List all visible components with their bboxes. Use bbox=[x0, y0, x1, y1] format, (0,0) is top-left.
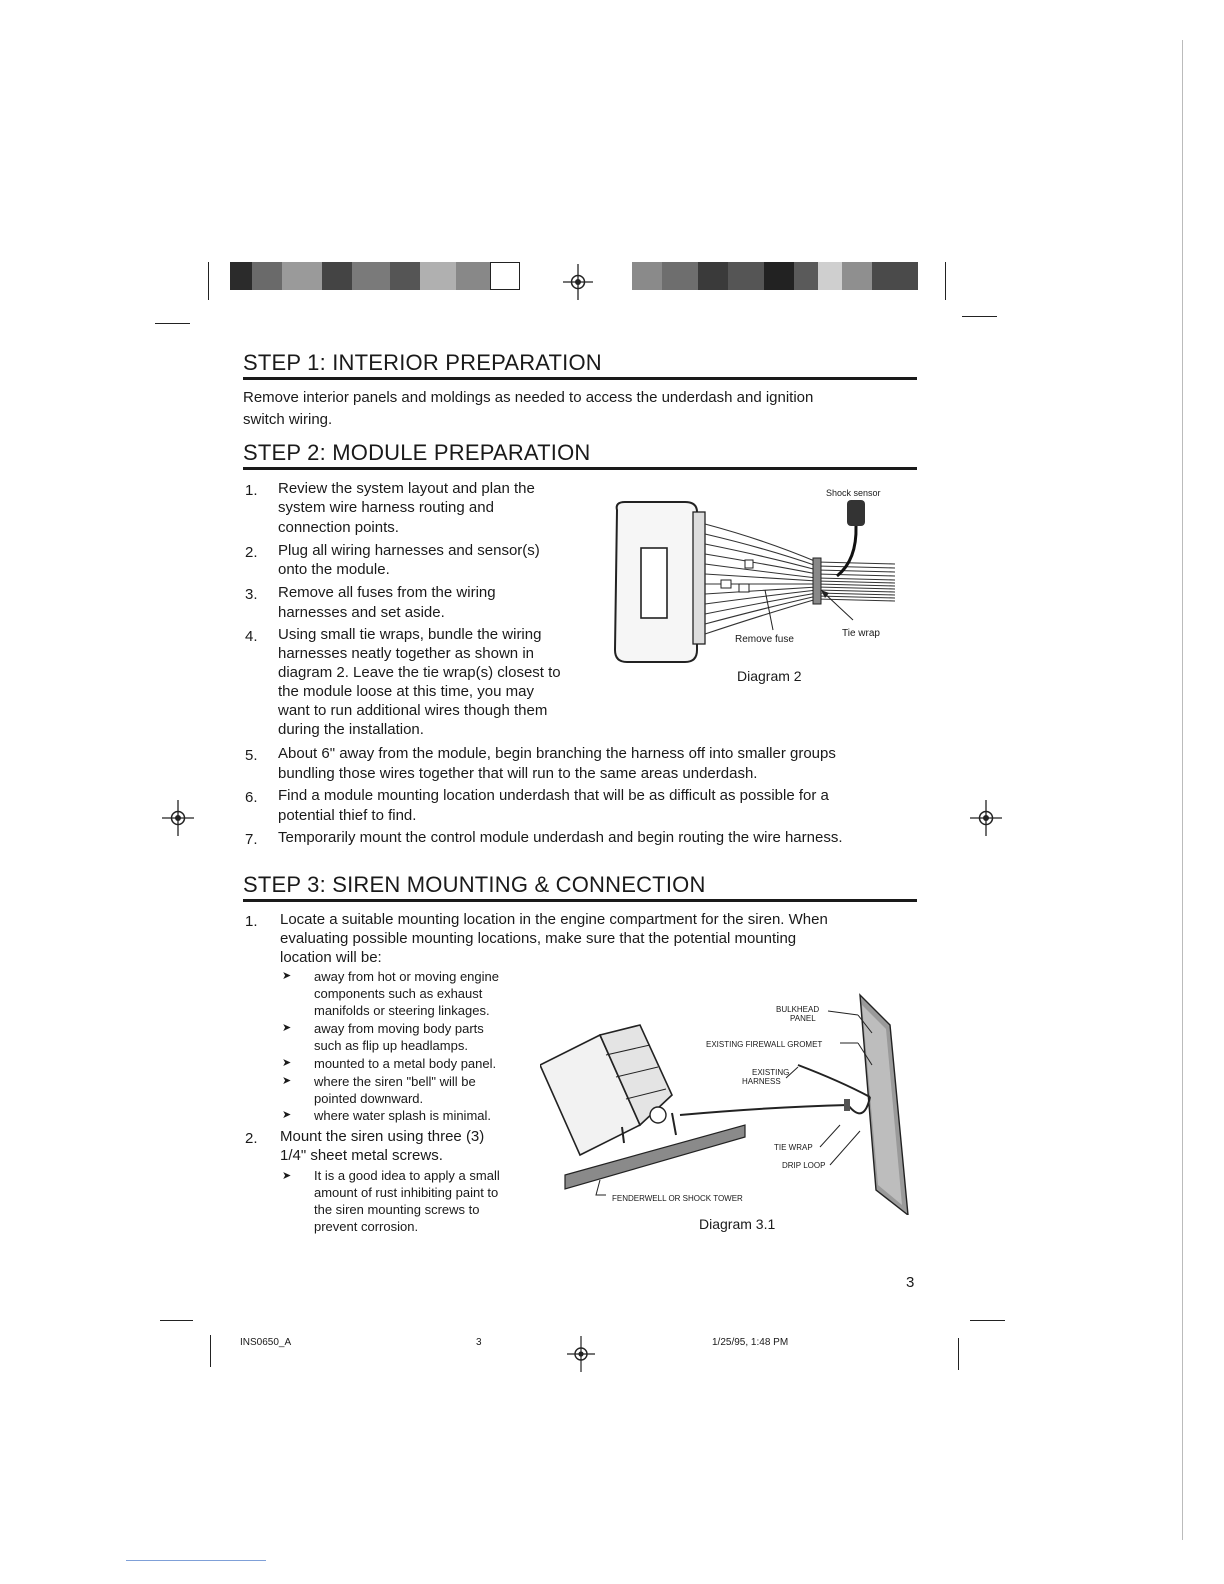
step3-item-number: 2. bbox=[245, 1130, 258, 1147]
scan-edge-line bbox=[1182, 40, 1183, 1540]
step3-item-number: 1. bbox=[245, 913, 258, 930]
step3-bullet-text: away from moving body parts bbox=[314, 1021, 484, 1036]
registration-crosshair-icon bbox=[566, 1336, 596, 1372]
step3-item-text: location will be: bbox=[280, 949, 382, 966]
step3-bullet-text: where the siren "bell" will be bbox=[314, 1074, 476, 1089]
registration-bar-left bbox=[230, 262, 520, 290]
step2-item-text: Temporarily mount the control module underdash and begin routing the wire harness. bbox=[278, 829, 843, 846]
registration-crosshair-icon bbox=[968, 800, 1004, 836]
step2-item-text: connection points. bbox=[278, 519, 399, 536]
step3-bullet-text: such as flip up headlamps. bbox=[314, 1038, 468, 1053]
step2-item-text: during the installation. bbox=[278, 721, 424, 738]
step2-item-text: About 6" away from the module, begin branching the harness off into smaller groups bbox=[278, 745, 836, 762]
step2-item-text: bundling those wires together that will run to the same areas underdash. bbox=[278, 765, 758, 782]
step2-item-text: harnesses neatly together as shown in bbox=[278, 645, 534, 662]
step3-sub-bullet-text: It is a good idea to apply a small bbox=[314, 1168, 500, 1183]
diagram3-harness-label: EXISTING bbox=[752, 1068, 790, 1077]
step2-item-text: diagram 2. Leave the tie wrap(s) closest to bbox=[278, 664, 561, 681]
diagram3-tie-wrap-label: TIE WRAP bbox=[774, 1143, 813, 1152]
step2-item-number: 6. bbox=[245, 789, 258, 806]
diagram2-tie-wrap-label: Tie wrap bbox=[842, 628, 880, 639]
step1-heading: STEP 1: INTERIOR PREPARATION bbox=[243, 350, 917, 380]
step1-body-line1: Remove interior panels and moldings as needed to access the underdash and ignition bbox=[243, 389, 814, 406]
page-number: 3 bbox=[906, 1274, 915, 1291]
step2-item-number: 2. bbox=[245, 544, 258, 561]
step2-item-text: potential thief to find. bbox=[278, 807, 417, 824]
step1-body-line2: switch wiring. bbox=[243, 411, 333, 428]
crop-mark-left-lower bbox=[160, 1320, 193, 1321]
diagram2-caption: Diagram 2 bbox=[737, 668, 802, 684]
diagram2-remove-fuse-label: Remove fuse bbox=[735, 634, 794, 645]
step2-item-text: Find a module mounting location underdash that will be as difficult as possible for a bbox=[278, 787, 829, 804]
bullet-arrow-icon: ➤ bbox=[282, 1057, 292, 1069]
diagram3-drip-loop-label: DRIP LOOP bbox=[782, 1161, 826, 1170]
diagram3-bulkhead-label: PANEL bbox=[790, 1014, 816, 1023]
step3-sub-bullet-text: prevent corrosion. bbox=[314, 1219, 419, 1234]
step2-item-text: harnesses and set aside. bbox=[278, 604, 445, 621]
crop-mark-left-upper bbox=[155, 323, 190, 324]
registration-bar-right bbox=[632, 262, 918, 290]
step3-item-text: Locate a suitable mounting location in the engine compartment for the siren. When bbox=[280, 911, 828, 928]
step3-heading: STEP 3: SIREN MOUNTING & CONNECTION bbox=[243, 872, 917, 902]
footer-page: 3 bbox=[476, 1337, 482, 1348]
diagram3-caption: Diagram 3.1 bbox=[699, 1216, 776, 1232]
step3-item-text: evaluating possible mounting locations, make sure that the potential mounting bbox=[280, 930, 797, 947]
crop-mark-right-upper bbox=[962, 316, 997, 317]
crop-mark-top-left bbox=[208, 262, 209, 300]
step2-item-text: want to run additional wires though them bbox=[278, 702, 548, 719]
bullet-arrow-icon: ➤ bbox=[282, 1022, 292, 1034]
registration-crosshair-icon bbox=[560, 262, 596, 302]
step2-item-text: Plug all wiring harnesses and sensor(s) bbox=[278, 542, 540, 559]
step3-bullet-text: components such as exhaust bbox=[314, 986, 483, 1001]
footer-doc-id: INS0650_A bbox=[240, 1337, 292, 1348]
step2-item-number: 3. bbox=[245, 586, 258, 603]
step2-item-text: the module loose at this time, you may bbox=[278, 683, 534, 700]
bullet-arrow-icon: ➤ bbox=[282, 970, 292, 982]
step2-item-number: 7. bbox=[245, 831, 258, 848]
diagram3-firewall-grommet-label: EXISTING FIREWALL GROMET bbox=[706, 1040, 823, 1049]
step2-item-text: Review the system layout and plan the bbox=[278, 480, 535, 497]
crop-mark-bottom-left bbox=[210, 1335, 211, 1367]
step2-item-number: 5. bbox=[245, 747, 258, 764]
step2-heading: STEP 2: MODULE PREPARATION bbox=[243, 440, 917, 470]
step2-item-text: system wire harness routing and bbox=[278, 499, 494, 516]
diagram3-fenderwell-label: FENDERWELL OR SHOCK TOWER bbox=[612, 1194, 743, 1203]
step3-bullet-text: pointed downward. bbox=[314, 1091, 424, 1106]
step3-item-text: 1/4" sheet metal screws. bbox=[280, 1147, 443, 1164]
diagram-3-1-siren-mounting bbox=[540, 985, 915, 1215]
diagram3-bulkhead-label: BULKHEAD bbox=[776, 1005, 820, 1014]
crop-mark-top-right bbox=[945, 262, 946, 300]
step2-item-number: 1. bbox=[245, 482, 258, 499]
diagram2-shock-sensor-label: Shock sensor bbox=[826, 488, 881, 498]
step2-item-text: Remove all fuses from the wiring bbox=[278, 584, 496, 601]
bullet-arrow-icon: ➤ bbox=[282, 1075, 292, 1087]
step2-item-text: Using small tie wraps, bundle the wiring bbox=[278, 626, 542, 643]
step3-item-text: Mount the siren using three (3) bbox=[280, 1128, 485, 1145]
diagram3-harness-label: HARNESS bbox=[742, 1077, 781, 1086]
bullet-arrow-icon: ➤ bbox=[282, 1170, 292, 1182]
crop-mark-bottom-right bbox=[958, 1338, 959, 1370]
step3-bullet-text: manifolds or steering linkages. bbox=[314, 1003, 490, 1018]
footer-timestamp: 1/25/95, 1:48 PM bbox=[712, 1337, 789, 1348]
step3-bullet-text: away from hot or moving engine bbox=[314, 969, 499, 984]
registration-crosshair-icon bbox=[160, 800, 196, 836]
step3-sub-bullet-text: amount of rust inhibiting paint to bbox=[314, 1185, 499, 1200]
step3-bullet-text: mounted to a metal body panel. bbox=[314, 1056, 497, 1071]
step2-item-number: 4. bbox=[245, 628, 258, 645]
bullet-arrow-icon: ➤ bbox=[282, 1109, 292, 1121]
step3-bullet-text: where water splash is minimal. bbox=[314, 1108, 492, 1123]
step2-item-text: onto the module. bbox=[278, 561, 390, 578]
scan-bottom-line bbox=[126, 1560, 266, 1561]
step3-sub-bullet-text: the siren mounting screws to bbox=[314, 1202, 480, 1217]
crop-mark-right-lower bbox=[970, 1320, 1005, 1321]
